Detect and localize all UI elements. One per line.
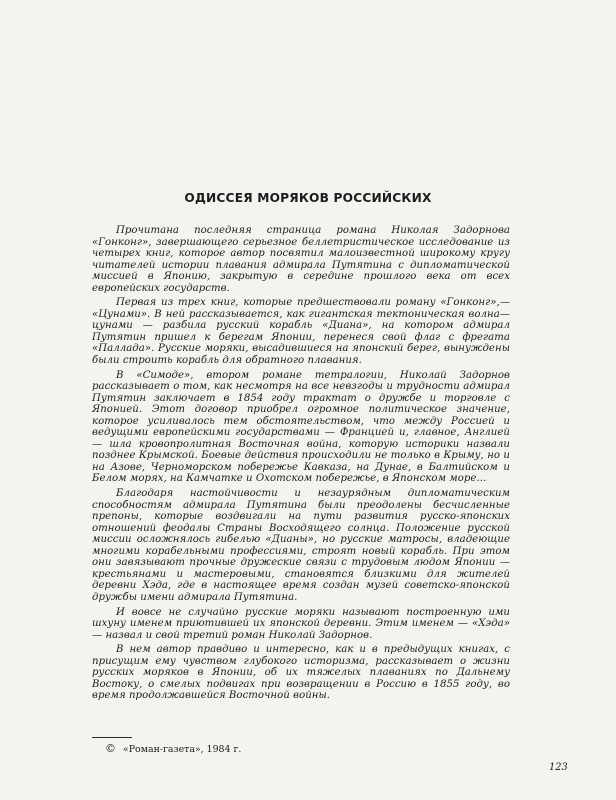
article-title: ОДИССЕЯ МОРЯКОВ РОССИЙСКИХ (184, 191, 432, 205)
copyright-icon: © (105, 742, 116, 755)
paragraph-4: Благодаря настойчивости и незаурядным дипломатическим способностям адмирала Путятина были преодолены бесчисленные препоны, которые воздвигали на пути развития русско-японских отношений феодалы Страны Восходящего солнца. Положение русской миссии осложнялось гибелью «Дианы», но русские матросы, владеющие многими корабельными профессиями, строят новый корабль. При этом они завязывают прочные дружеские связи с трудовым людом Японии — крестьянами и мастеровыми, становятся близкими для жителей деревни Хэда, где в настоящее время создан музей советско-японской дружбы имени адмирала Путятина. (92, 488, 510, 603)
paragraph-3: В «Симоде», втором романе тетралогии, Николай Задорнов рассказывает о том, как несмотря на все невзгоды и трудности адмирал Путятин заключает в 1854 году трактат о дружбе и торговле с Японией. Этот договор приобрел огромное политическое значение, которое усиливалось тем обстоятельством, что между Россией и ведущими европейскими государствами — Францией и, главное, Англией — шла кровопролитная Восточная война, которую историки назвали позднее Крымской. Боевые действия происходили не только в Крыму, но и на Азове, Черноморском побережье Кавказа, на Дунае, в Балтийском и Белом морях, на Камчатке и Охотском побережье, в Японском море... (92, 369, 510, 485)
paragraph-2: Первая из трех книг, которые предшествовали роману «Гонконг»,— «Цунами». В ней рассказывается, как гигантская тектоническая волна— цунами — разбила русский корабль «Диана», на котором адмирал Путятин пришел к берегам Японии, перенеся свой флаг с фрегата «Паллада». Русские моряки, высадившиеся на японский берег, вынуждены были строить корабль для обратного плавания. (92, 297, 510, 367)
paragraph-5: И вовсе не случайно русские моряки называют построенную ими шхуну именем приютившей их японской деревни. Этим именем — «Хэда» — назвал и свой третий роман Николай Задорнов. (92, 606, 510, 641)
paragraph-1: Прочитана последняя страница романа Николая Задорнова «Гонконг», завершающего серьезное беллетристическое исследование из четырех книг, которое автор посвятил малоизвестной широкому кругу читателей истории плавания адмирала Путятина с дипломатической миссией в Японию, закрытую в середине прошлого века от всех европейских государств. (92, 225, 510, 294)
paragraph-6: В нем автор правдиво и интересно, как и в предыдущих книгах, с присущим ему чувством глубокого историзма, рассказывает о жизни русских моряков в Японии, об их тяжелых плаваниях по Дальнему Востоку, о смелых подвигах при возвращении в Россию в 1855 году, во время продолжавшейся Восточной войны. (92, 644, 510, 702)
article-body (92, 225, 510, 705)
footnote-text: «Роман-газета», 1984 г. (123, 744, 242, 755)
footnote-divider (92, 737, 132, 738)
footnote (105, 743, 241, 756)
page-number: 123 (549, 762, 568, 773)
